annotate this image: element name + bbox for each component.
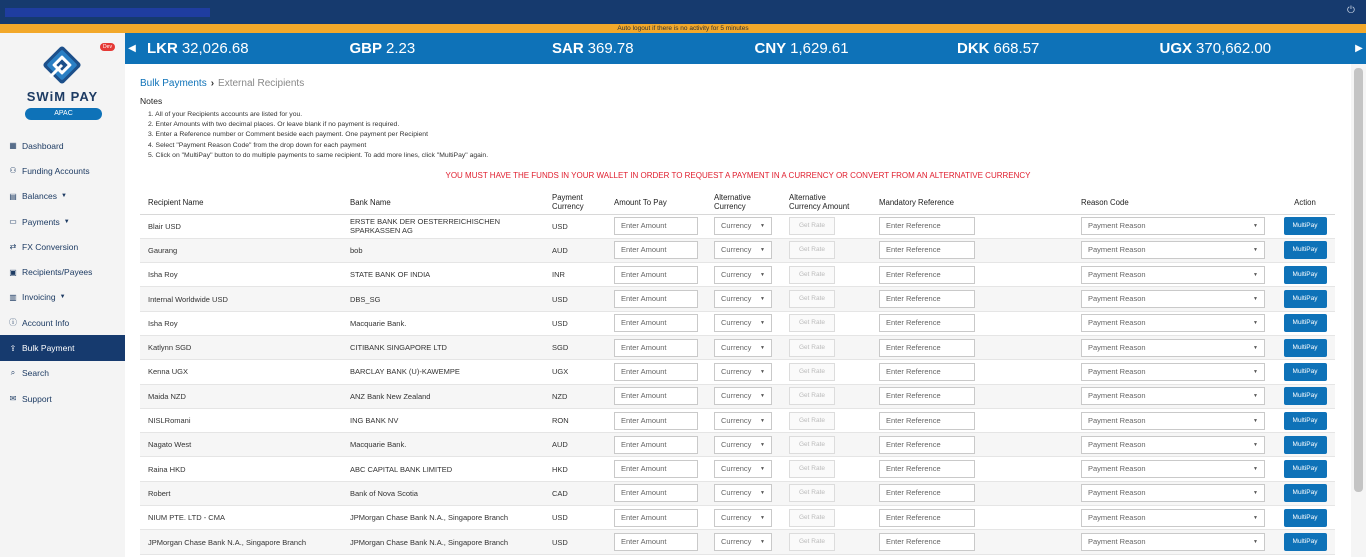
- alt-currency-select[interactable]: Currency ▼: [714, 484, 772, 502]
- sidebar-item-label: Search: [22, 368, 49, 379]
- amount-input[interactable]: Enter Amount: [614, 436, 698, 454]
- reference-input[interactable]: Enter Reference: [879, 290, 975, 308]
- sidebar-item-dashboard[interactable]: [0, 133, 125, 158]
- ticker-currency-code: CNY: [754, 40, 787, 57]
- multipay-button[interactable]: MultiPay: [1284, 266, 1327, 284]
- bank-name: BARCLAY BANK (U)-KAWEMPE: [342, 360, 544, 384]
- note-item: 3. Enter a Reference number or Comment beside each payment. One payment per Recipient: [148, 131, 428, 139]
- envelope-icon: ✉: [9, 394, 17, 404]
- reference-input[interactable]: Enter Reference: [879, 460, 975, 478]
- bank-name: ERSTE BANK DER OESTERREICHISCHEN SPARKASSEN AG: [342, 214, 544, 238]
- payment-currency: AUD: [544, 238, 606, 262]
- get-rate-button[interactable]: Get Rate: [789, 533, 835, 551]
- amount-input[interactable]: Enter Amount: [614, 241, 698, 259]
- header-reference: Mandatory Reference: [871, 192, 1073, 214]
- reference-input[interactable]: Enter Reference: [879, 314, 975, 332]
- alt-currency-select[interactable]: Currency ▼: [714, 412, 772, 430]
- get-rate-button[interactable]: Get Rate: [789, 484, 835, 502]
- table-row: [140, 457, 1335, 481]
- redacted-title: [5, 8, 210, 17]
- reason-code-select[interactable]: Payment Reason ▼: [1081, 266, 1265, 284]
- sidebar-item-search[interactable]: [0, 361, 125, 386]
- scrollbar-thumb[interactable]: [1354, 68, 1363, 492]
- header-recipient-name: Recipient Name: [140, 192, 342, 214]
- caret-down-icon: ▼: [60, 193, 67, 200]
- caret-down-icon: ▼: [760, 368, 765, 375]
- reason-code-select[interactable]: Payment Reason ▼: [1081, 314, 1265, 332]
- alt-currency-select[interactable]: Currency ▼: [714, 387, 772, 405]
- recipient-name: JPMorgan Chase Bank N.A., Singapore Branch: [140, 530, 342, 554]
- alt-currency-select[interactable]: Currency ▼: [714, 241, 772, 259]
- recipient-name: Nagato West: [140, 433, 342, 457]
- sidebar-item-account-info[interactable]: [0, 310, 125, 335]
- amount-input[interactable]: Enter Amount: [614, 290, 698, 308]
- multipay-button[interactable]: MultiPay: [1284, 363, 1327, 381]
- amount-input[interactable]: Enter Amount: [614, 460, 698, 478]
- amount-input[interactable]: Enter Amount: [614, 217, 698, 235]
- table-row: [140, 384, 1335, 408]
- caret-down-icon: ▼: [1253, 466, 1258, 473]
- caret-down-icon: ▼: [1253, 296, 1258, 303]
- ticker-currency-value: 370,662.00: [1196, 40, 1272, 57]
- payment-currency: AUD: [544, 433, 606, 457]
- reason-code-select[interactable]: Payment Reason ▼: [1081, 484, 1265, 502]
- auto-logout-banner: Auto logout if there is no activity for 5 minutes: [0, 24, 1366, 33]
- sidebar-item-support[interactable]: [0, 386, 125, 411]
- ticker-item: [755, 33, 849, 64]
- payment-currency: USD: [544, 506, 606, 530]
- caret-down-icon: ▼: [1253, 539, 1258, 545]
- table-row: [140, 433, 1335, 457]
- caret-down-icon: ▼: [760, 539, 765, 545]
- caret-down-icon: ▼: [760, 441, 765, 448]
- alt-currency-select[interactable]: Currency ▼: [714, 460, 772, 478]
- ticker-currency-value: 668.57: [993, 40, 1040, 57]
- search-icon: ⌕: [10, 368, 16, 378]
- get-rate-button[interactable]: Get Rate: [789, 412, 835, 430]
- recipient-name: Gaurang: [140, 238, 342, 262]
- recipient-name: Robert: [140, 481, 342, 505]
- payment-currency: NZD: [544, 384, 606, 408]
- sidebar-nav: [0, 133, 125, 411]
- caret-down-icon: ▼: [760, 247, 765, 254]
- caret-down-icon: ▼: [1253, 514, 1258, 521]
- payment-currency: USD: [544, 214, 606, 238]
- chevron-right-icon: ›: [210, 78, 215, 89]
- reference-input[interactable]: Enter Reference: [879, 533, 975, 551]
- sidebar-item-bulk-payment[interactable]: [0, 335, 125, 360]
- get-rate-button[interactable]: Get Rate: [789, 314, 835, 332]
- multipay-button[interactable]: MultiPay: [1284, 290, 1327, 308]
- header-alt-amount: Alternative Currency Amount: [781, 192, 871, 214]
- amount-input[interactable]: Enter Amount: [614, 412, 698, 430]
- reason-code-select[interactable]: Payment Reason ▼: [1081, 217, 1265, 235]
- breadcrumb-current: External Recipients: [218, 78, 305, 89]
- recipient-name: Internal Worldwide USD: [140, 287, 342, 311]
- sidebar-item-balances[interactable]: [0, 184, 125, 209]
- caret-down-icon: ▼: [1253, 271, 1258, 278]
- table-row: [140, 335, 1335, 359]
- get-rate-button[interactable]: Get Rate: [789, 436, 835, 454]
- main-content: [125, 64, 1351, 557]
- multipay-button[interactable]: MultiPay: [1284, 314, 1327, 332]
- reason-code-select[interactable]: Payment Reason ▼: [1081, 241, 1265, 259]
- header-bank-name: Bank Name: [342, 192, 544, 214]
- dev-badge: Dev: [100, 43, 115, 51]
- recipient-name: Kenna UGX: [140, 360, 342, 384]
- reference-input[interactable]: Enter Reference: [879, 217, 975, 235]
- payment-currency: SGD: [544, 335, 606, 359]
- currency-ticker: [125, 33, 1366, 64]
- header-payment-currency: Payment Currency: [544, 192, 606, 214]
- region-badge: APAC: [25, 108, 102, 120]
- table-row: [140, 311, 1335, 335]
- power-icon[interactable]: ⏻: [1347, 5, 1355, 16]
- reason-code-select[interactable]: Payment Reason ▼: [1081, 533, 1265, 551]
- get-rate-button[interactable]: Get Rate: [789, 241, 835, 259]
- bank-name: STATE BANK OF INDIA: [342, 263, 544, 287]
- recipient-name: NIUM PTE. LTD - CMA: [140, 506, 342, 530]
- ticker-currency-code: UGX: [1159, 40, 1193, 57]
- sidebar-item-label: FX Conversion: [22, 241, 79, 252]
- ticker-item: [552, 33, 634, 64]
- payment-currency: HKD: [544, 457, 606, 481]
- payment-currency: USD: [544, 287, 606, 311]
- table-row: [140, 263, 1335, 287]
- amount-input[interactable]: Enter Amount: [614, 363, 698, 381]
- amount-input[interactable]: Enter Amount: [614, 314, 698, 332]
- recipient-name: Isha Roy: [140, 263, 342, 287]
- payment-currency: USD: [544, 311, 606, 335]
- sidebar-item-label: Funding Accounts: [22, 165, 90, 176]
- ticker-currency-code: SAR: [552, 40, 584, 57]
- bank-name: JPMorgan Chase Bank N.A., Singapore Branch: [342, 506, 544, 530]
- reason-code-select[interactable]: Payment Reason ▼: [1081, 509, 1265, 527]
- ticker-item: [957, 33, 1039, 64]
- sidebar-item-fx-conversion[interactable]: [0, 234, 125, 259]
- bank-name: Macquarie Bank.: [342, 433, 544, 457]
- dashboard-icon: ▦: [9, 141, 17, 151]
- sidebar-item-invoicing[interactable]: [0, 285, 125, 310]
- table-row: [140, 238, 1335, 262]
- table-row: [140, 481, 1335, 505]
- sidebar-item-label: Invoicing: [22, 292, 56, 303]
- amount-input[interactable]: Enter Amount: [614, 509, 698, 527]
- card-icon: ▭: [9, 217, 17, 227]
- caret-down-icon: ▼: [760, 223, 765, 230]
- alt-currency-select[interactable]: Currency ▼: [714, 533, 772, 551]
- get-rate-button[interactable]: Get Rate: [789, 217, 835, 235]
- caret-down-icon: ▼: [63, 218, 70, 225]
- note-item: 5. Click on "MultiPay" button to do multiple payments to same recipient. To add more lines, click "MultiPay" again.: [148, 151, 489, 159]
- reference-input[interactable]: Enter Reference: [879, 266, 975, 284]
- note-item: 2. Enter Amounts with two decimal places. Or leave blank if no payment is required.: [148, 121, 400, 129]
- payment-currency: USD: [544, 530, 606, 554]
- amount-input[interactable]: Enter Amount: [614, 266, 698, 284]
- recipient-name: NISLRomani: [140, 408, 342, 432]
- get-rate-button[interactable]: Get Rate: [789, 460, 835, 478]
- reference-input[interactable]: Enter Reference: [879, 484, 975, 502]
- multipay-button[interactable]: MultiPay: [1284, 412, 1327, 430]
- multipay-button[interactable]: MultiPay: [1284, 460, 1327, 478]
- reference-input[interactable]: Enter Reference: [879, 412, 975, 430]
- reason-code-select[interactable]: Payment Reason ▼: [1081, 290, 1265, 308]
- breadcrumb: [140, 78, 304, 89]
- alt-currency-select[interactable]: Currency ▼: [714, 509, 772, 527]
- reference-input[interactable]: Enter Reference: [879, 339, 975, 357]
- caret-down-icon: ▼: [1253, 393, 1258, 400]
- table-row: [140, 408, 1335, 432]
- payment-currency: UGX: [544, 360, 606, 384]
- header-reason-code: Reason Code: [1073, 192, 1275, 214]
- payment-currency: CAD: [544, 481, 606, 505]
- header-amount: Amount To Pay: [606, 192, 706, 214]
- get-rate-button[interactable]: Get Rate: [789, 363, 835, 381]
- table-row: [140, 530, 1335, 554]
- alt-currency-select[interactable]: Currency ▼: [714, 217, 772, 235]
- get-rate-button[interactable]: Get Rate: [789, 387, 835, 405]
- swimpay-logo-icon: [40, 43, 84, 87]
- multipay-button[interactable]: MultiPay: [1284, 436, 1327, 454]
- user-icon: ⚇: [9, 166, 17, 176]
- ticker-currency-code: GBP: [349, 40, 383, 57]
- ticker-currency-value: 32,026.68: [181, 40, 249, 57]
- get-rate-button[interactable]: Get Rate: [789, 339, 835, 357]
- sidebar-item-recipients-payees[interactable]: [0, 259, 125, 284]
- alt-currency-select[interactable]: Currency ▼: [714, 339, 772, 357]
- sidebar-item-payments[interactable]: [0, 209, 125, 234]
- amount-input[interactable]: Enter Amount: [614, 387, 698, 405]
- reason-code-select[interactable]: Payment Reason ▼: [1081, 460, 1265, 478]
- table-row: [140, 360, 1335, 384]
- caret-down-icon: ▼: [760, 393, 765, 400]
- recipient-name: Katlynn SGD: [140, 335, 342, 359]
- header-alt-currency: Alternative Currency: [706, 192, 781, 214]
- caret-down-icon: ▼: [59, 294, 66, 301]
- sidebar-item-label: Dashboard: [22, 140, 64, 151]
- get-rate-button[interactable]: Get Rate: [789, 290, 835, 308]
- ticker-next-icon[interactable]: ▶: [1355, 43, 1363, 54]
- reference-input[interactable]: Enter Reference: [879, 387, 975, 405]
- sidebar-item-label: Support: [22, 393, 52, 404]
- reference-input[interactable]: Enter Reference: [879, 241, 975, 259]
- contact-icon: ▣: [9, 267, 17, 277]
- reason-code-select[interactable]: Payment Reason ▼: [1081, 339, 1265, 357]
- table-header: [140, 192, 1335, 214]
- ticker-currency-value: 369.78: [587, 40, 634, 57]
- ticker-item: [350, 33, 416, 64]
- amount-input[interactable]: Enter Amount: [614, 339, 698, 357]
- sidebar-item-label: Bulk Payment: [22, 343, 75, 354]
- multipay-button[interactable]: MultiPay: [1284, 387, 1327, 405]
- brand-name: SWiM PAY: [26, 89, 99, 104]
- notes-title: Notes: [140, 96, 163, 106]
- multipay-button[interactable]: MultiPay: [1284, 484, 1327, 502]
- alt-currency-select[interactable]: Currency ▼: [714, 314, 772, 332]
- sidebar-item-funding-accounts[interactable]: [0, 158, 125, 183]
- ticker-currency-value: 2.23: [386, 40, 416, 57]
- ticker-currency-code: LKR: [147, 40, 178, 57]
- recipient-name: Blair USD: [140, 214, 342, 238]
- breadcrumb-parent[interactable]: Bulk Payments: [140, 78, 207, 89]
- upload-icon: ⇪: [9, 343, 17, 353]
- caret-down-icon: ▼: [1253, 490, 1258, 497]
- table-row: [140, 214, 1335, 238]
- table-row: [140, 287, 1335, 311]
- scrollbar[interactable]: [1351, 64, 1366, 557]
- payment-currency: INR: [544, 263, 606, 287]
- get-rate-button[interactable]: Get Rate: [789, 509, 835, 527]
- reason-code-select[interactable]: Payment Reason ▼: [1081, 412, 1265, 430]
- reference-input[interactable]: Enter Reference: [879, 509, 975, 527]
- sidebar: [0, 33, 125, 557]
- exchange-icon: ⇄: [9, 242, 17, 252]
- info-icon: ⓘ: [9, 318, 17, 328]
- multipay-button[interactable]: MultiPay: [1284, 241, 1327, 259]
- bank-name: bob: [342, 238, 544, 262]
- alt-currency-select[interactable]: Currency ▼: [714, 266, 772, 284]
- caret-down-icon: ▼: [1253, 320, 1258, 327]
- bank-name: Bank of Nova Scotia: [342, 481, 544, 505]
- ticker-item: [1160, 33, 1272, 64]
- bank-name: DBS_SG: [342, 287, 544, 311]
- reference-input[interactable]: Enter Reference: [879, 436, 975, 454]
- header-action: Action: [1275, 192, 1335, 214]
- multipay-button[interactable]: MultiPay: [1284, 533, 1327, 551]
- amount-input[interactable]: Enter Amount: [614, 533, 698, 551]
- caret-down-icon: ▼: [760, 490, 765, 497]
- caret-down-icon: ▼: [760, 271, 765, 278]
- reason-code-select[interactable]: Payment Reason ▼: [1081, 387, 1265, 405]
- caret-down-icon: ▼: [760, 320, 765, 327]
- bank-name: ANZ Bank New Zealand: [342, 384, 544, 408]
- invoice-icon: ▥: [9, 292, 17, 302]
- caret-down-icon: ▼: [760, 466, 765, 473]
- table-row: [140, 506, 1335, 530]
- bank-name: CITIBANK SINGAPORE LTD: [342, 335, 544, 359]
- funds-warning: YOU MUST HAVE THE FUNDS IN YOUR WALLET IN ORDER TO REQUEST A PAYMENT IN A CURRENCY OR CONVERT FROM AN ALTERNATIVE CURRENCY: [445, 171, 1031, 180]
- note-item: 4. Select "Payment Reason Code" from the drop down for each payment: [148, 141, 367, 149]
- caret-down-icon: ▼: [760, 417, 765, 424]
- bank-name: ING BANK NV: [342, 408, 544, 432]
- bank-name: Macquarie Bank.: [342, 311, 544, 335]
- note-item: 1. All of your Recipients accounts are listed for you.: [148, 111, 303, 118]
- caret-down-icon: ▼: [1253, 247, 1258, 254]
- sidebar-item-label: Payments: [22, 216, 60, 227]
- recipients-table: [140, 192, 1335, 555]
- get-rate-button[interactable]: Get Rate: [789, 266, 835, 284]
- multipay-button[interactable]: MultiPay: [1284, 509, 1327, 527]
- caret-down-icon: ▼: [760, 514, 765, 521]
- sidebar-item-label: Recipients/Payees: [22, 267, 93, 278]
- sidebar-item-label: Balances: [22, 191, 57, 202]
- caret-down-icon: ▼: [760, 344, 765, 351]
- recipient-name: Maida NZD: [140, 384, 342, 408]
- caret-down-icon: ▼: [1253, 368, 1258, 375]
- payment-currency: RON: [544, 408, 606, 432]
- multipay-button[interactable]: MultiPay: [1284, 217, 1327, 235]
- top-bar: [0, 0, 1366, 24]
- ticker-prev-icon[interactable]: ◀: [128, 43, 136, 54]
- alt-currency-select[interactable]: Currency ▼: [714, 290, 772, 308]
- bank-name: JPMorgan Chase Bank N.A., Singapore Branch: [342, 530, 544, 554]
- caret-down-icon: ▼: [1253, 344, 1258, 351]
- ticker-currency-value: 1,629.61: [790, 40, 849, 57]
- notes-list: [148, 110, 488, 161]
- multipay-button[interactable]: MultiPay: [1284, 339, 1327, 357]
- caret-down-icon: ▼: [1253, 441, 1258, 448]
- ticker-item: [147, 33, 249, 64]
- alt-currency-select[interactable]: Currency ▼: [714, 436, 772, 454]
- logo[interactable]: [0, 33, 125, 125]
- sidebar-item-label: Account Info: [22, 317, 70, 328]
- amount-input[interactable]: Enter Amount: [614, 484, 698, 502]
- alt-currency-select[interactable]: Currency ▼: [714, 363, 772, 381]
- ticker-currency-code: DKK: [957, 40, 990, 57]
- reason-code-select[interactable]: Payment Reason ▼: [1081, 436, 1265, 454]
- caret-down-icon: ▼: [760, 296, 765, 303]
- calculator-icon: ▤: [9, 191, 17, 201]
- recipient-name: Isha Roy: [140, 311, 342, 335]
- caret-down-icon: ▼: [1253, 417, 1258, 424]
- recipient-name: Raina HKD: [140, 457, 342, 481]
- reason-code-select[interactable]: Payment Reason ▼: [1081, 363, 1265, 381]
- bank-name: ABC CAPITAL BANK LIMITED: [342, 457, 544, 481]
- reference-input[interactable]: Enter Reference: [879, 363, 975, 381]
- caret-down-icon: ▼: [1253, 223, 1258, 230]
